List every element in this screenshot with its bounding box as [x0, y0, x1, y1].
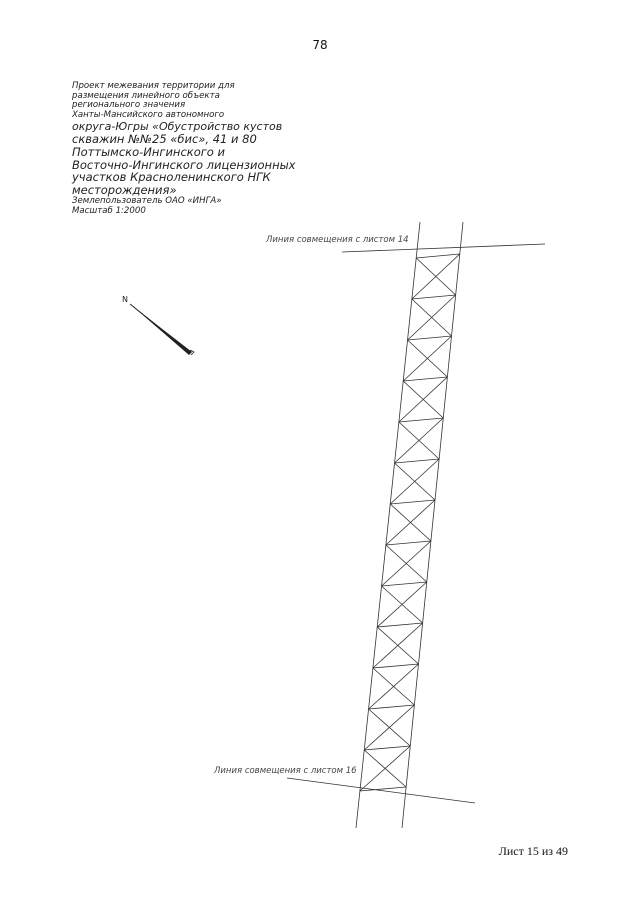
title-line: Землепользователь ОАО «ИНГА» — [72, 196, 222, 207]
match-line-top — [342, 244, 545, 252]
corridor-band — [356, 222, 463, 828]
corridor-line — [403, 377, 447, 381]
corridor-line — [408, 336, 452, 340]
title-line: Масштаб 1:2000 — [72, 205, 146, 216]
corridor-line — [390, 500, 435, 504]
title-line: участков Красноленинского НГК — [72, 170, 271, 185]
corridor-line — [369, 705, 415, 709]
title-line: месторождения» — [72, 183, 177, 198]
title-line: округа-Югры «Обустройство кустов — [72, 119, 283, 133]
title-line: Ханты-Мансийского автономного — [72, 109, 225, 120]
sheet-label: Лист 15 из 49 — [498, 844, 568, 858]
svg-text:N: N — [122, 295, 128, 304]
corridor-line — [373, 664, 419, 668]
corridor-line — [416, 254, 460, 258]
corridor-line — [386, 541, 431, 545]
corridor-line — [412, 295, 456, 299]
title-line: Поттымско-Ингинского и — [72, 144, 225, 159]
title-line: Проект межевания территории для — [72, 81, 235, 91]
corridor-line — [364, 746, 410, 750]
corridor-line — [382, 582, 427, 586]
match-label-bottom: Линия совмещения с листом 16 — [214, 766, 357, 776]
title-line: скважин №№25 «бис», 41 и 80 — [72, 131, 257, 146]
match-label-top: Линия совмещения с листом 14 — [266, 235, 409, 245]
corridor-line — [402, 222, 463, 828]
corridor-line — [356, 222, 420, 828]
title-line: Восточно-Ингинского лицензионных — [72, 157, 296, 172]
page-number: 78 — [312, 38, 328, 52]
title-line: регионального значения — [72, 100, 186, 111]
corridor-line — [395, 459, 440, 463]
title-line: размещения линейного объекта — [72, 90, 220, 101]
match-line-bottom — [287, 778, 475, 803]
north-arrow-icon — [122, 295, 194, 355]
corridor-line — [377, 623, 422, 627]
corridor-line — [399, 418, 443, 422]
